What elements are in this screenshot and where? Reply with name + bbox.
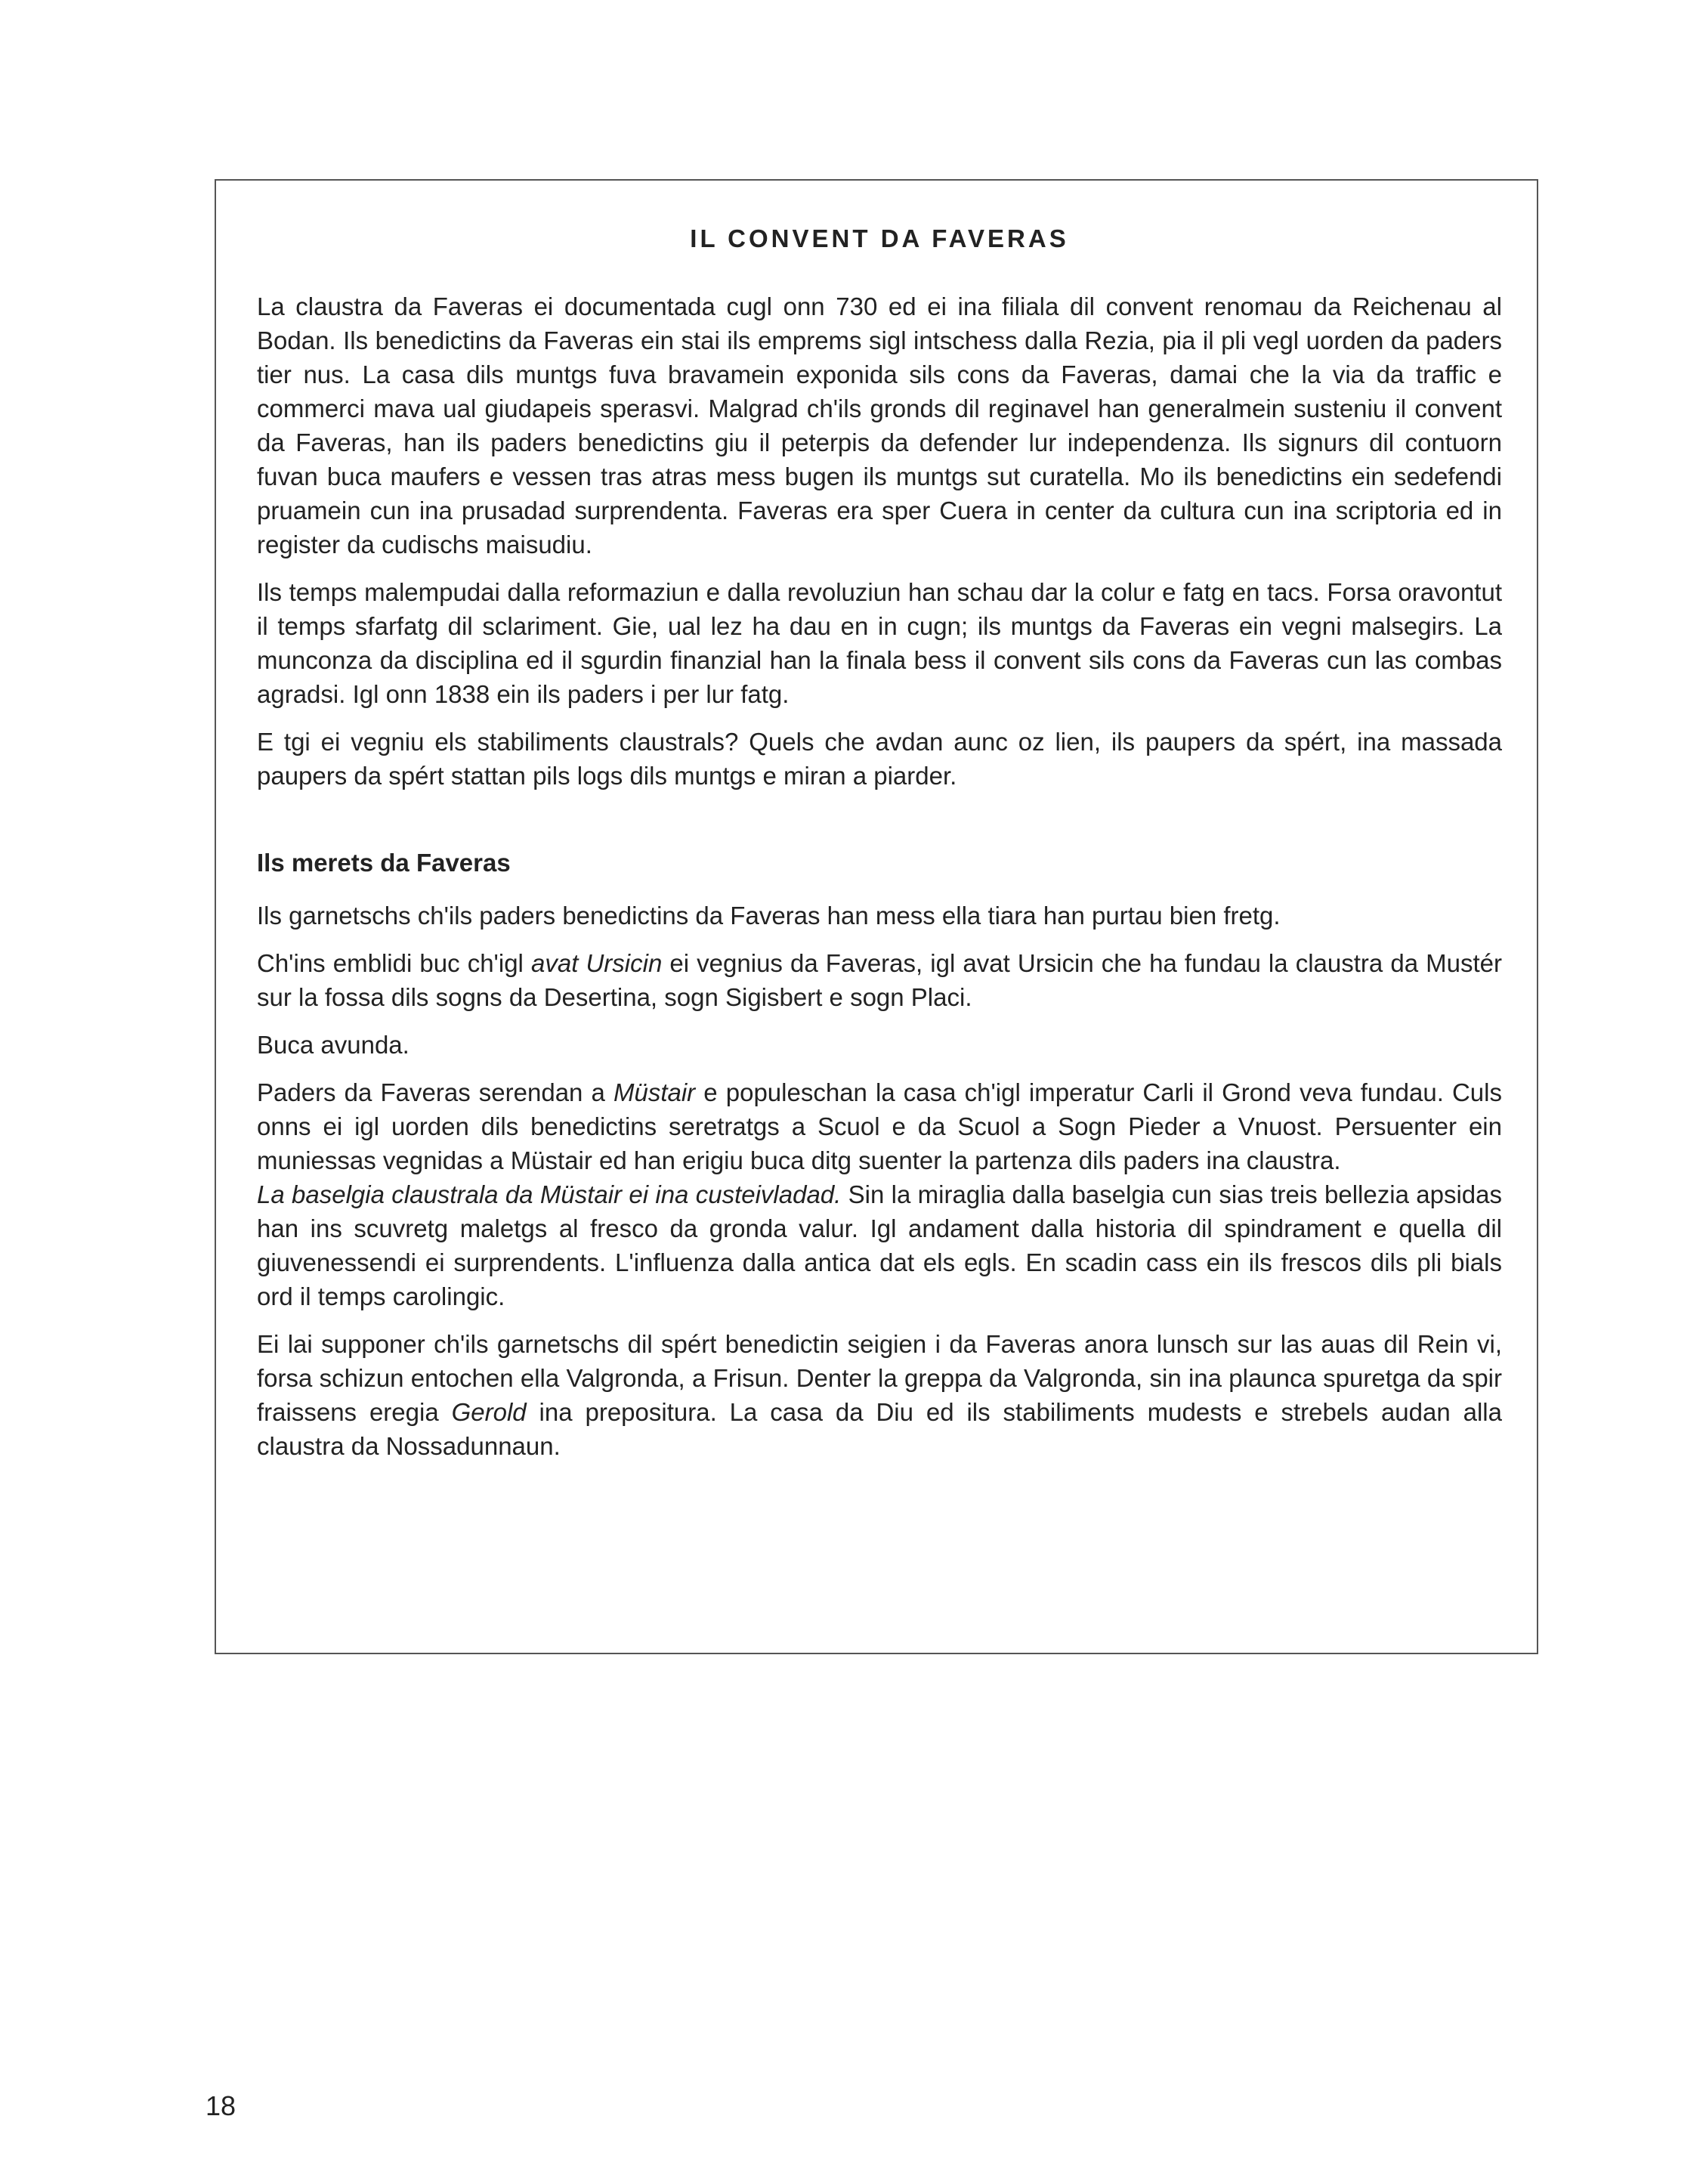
paragraph-history: La claustra da Faveras ei documentada cugl onn 730 ed ei ina filiala dil convent renomau da Reichenau al Bodan. Ils benedictins da Faveras ein stai ils emprems sigl intschess dalla Rezia, pia il pli vegl uorden da paders tier nus. La casa dils muntgs fuva bravamein exponida sils cons da Faveras, damai che la via da traffic e commerci mava ual giudapeis sperasvi. Malgrad ch'ils gronds dil reginavel han generalmein susteniu il convent da Faveras, han ils paders benedictins giu il peterpis da defender lur independenza. Ils signurs dil contuorn fuvan buca maufers e vessen tras atras mess bugen ils muntgs sut curatella. Mo ils benedictins ein sedefendi pruamein cun ina prusadad surprendenta. Faveras era sper Cuera in center da cultura cun ina scriptoria ed in register da cudischs maisudiu. bbox=[257, 292, 1502, 558]
paragraph-ursicin bbox=[257, 946, 1502, 1014]
emphasis-baselgia: La baselgia claustrala da Müstair ei ina custeivladad. bbox=[257, 1180, 842, 1208]
paragraph-present: E tgi ei vegniu els stabiliments claustrals? Quels che avdan aunc oz lien, ils paupers da spért, ina massada paupers da spért stattan pils logs dils muntgs e miran a piarder. bbox=[257, 728, 1502, 790]
page-number: 18 bbox=[206, 2090, 236, 2121]
emphasis-mustair: Müstair bbox=[613, 1078, 696, 1106]
text-run: ina prepositura. La casa da Diu ed ils stabiliments mudests e strebels audan alla claustra da Nossadunnaun. bbox=[257, 1398, 1502, 1460]
article-box bbox=[215, 179, 1538, 1654]
section-heading: Ils merets da Faveras bbox=[257, 849, 511, 877]
paragraph-decline: Ils temps malempudai dalla reformaziun e dalla revoluziun han schau dar la colur e fatg en tacs. Forsa oravontut il temps sfarfatg dil sclariment. Gie, ual lez ha dau en in cugn; ils muntgs da Faveras ein vegni malsegirs. La munconza da disciplina ed il sgurdin finanzial han la finala bess il convent sils cons da Faveras cun las combas agradsi. Igl onn 1838 ein ils paders i per lur fatg. bbox=[257, 578, 1502, 708]
emphasis-gerold: Gerold bbox=[451, 1398, 527, 1426]
paragraph-buca: Buca avunda. bbox=[257, 1031, 410, 1059]
text-run: ei vegnius da Faveras, igl avat Ursicin che ha fundau la claustra da Mustér sur la fossa dils sogns da Desertina, sogn Sigisbert e sogn Placi. bbox=[257, 949, 1503, 1011]
text-run: Paders da Faveras serendan a bbox=[257, 1078, 613, 1106]
text-run: Ei lai supponer ch'ils garnetschs dil spért benedictin seigien i da Faveras anora lunsch sur las auas dil Rein vi, forsa schizun entochen ella Valgronda, a Frisun. Denter la greppa da Valgronda, sin ina plaunca spuretga da spir fraissens eregia bbox=[257, 1330, 1502, 1426]
paragraph-baselgia bbox=[257, 1177, 1502, 1313]
emphasis-ursicin: avat Ursicin bbox=[530, 949, 663, 977]
article-title: IL CONVENT DA FAVERAS bbox=[690, 224, 1069, 252]
paragraph-garnetschs: Ils garnetschs ch'ils paders benedictins da Faveras han mess ella tiara han purtau bien fretg. bbox=[257, 902, 1281, 930]
text-run: Ch'ins emblidi buc ch'igl bbox=[257, 949, 531, 977]
text-run: e populeschan la casa ch'igl imperatur Carli il Grond veva fundau. Culs onns ei igl uorden dils benedictins seretratgs a Scuol e da Scuol a Sogn Pieder a Vnuost. Persuenter ein muniessas vegnidas a Müstair ed han erigiu buca ditg suenter la partenza dils paders ina claustra. bbox=[257, 1078, 1502, 1174]
paragraph-gerold bbox=[257, 1327, 1502, 1463]
text-run: Sin la miraglia dalla baselgia cun sias treis bellezia apsidas han ins scuvretg maletgs al fresco da gronda valur. Igl andament dalla historia dil spindrament e quella dil giuvenessendi ei surprendents. L'influenza dalla antica dat els egls. En scadin cass ein ils frescos dils pli bials ord il temps carolingic. bbox=[257, 1180, 1502, 1310]
paragraph-mustair bbox=[257, 1075, 1502, 1177]
